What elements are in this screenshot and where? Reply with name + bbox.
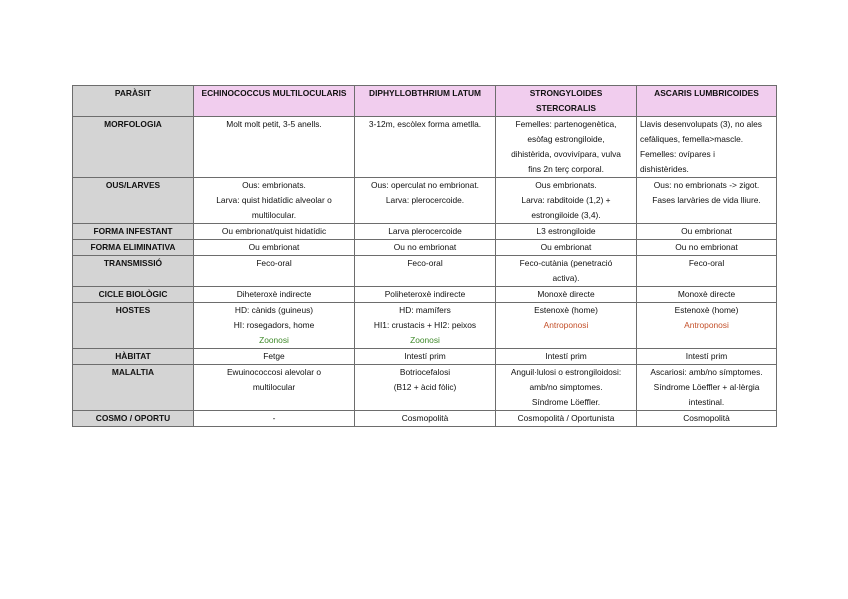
host-tag-zoonosi: Zoonosi [410, 335, 440, 345]
cell-line: Feco-oral [407, 258, 443, 268]
table-cell [355, 365, 496, 411]
cell-line: 3-12m, escòlex forma ametlla. [368, 119, 482, 129]
cell-line: HI: rosegadors, home [233, 320, 315, 330]
cell-line: Femelles: ovípares i [640, 149, 715, 159]
cell-line: Síndrome Löeffler + al·lèrgia [653, 382, 760, 392]
cell-line: (B12 + àcid fòlic) [393, 382, 457, 392]
cell-line: Intestí prim [685, 351, 728, 361]
cell-line: HD: mamífers [399, 305, 451, 315]
cell-line: HI1: crustacis + HI2: peixos [373, 320, 477, 330]
cell-line: Monoxè directe [537, 289, 595, 299]
table-cell [194, 240, 355, 256]
cell-line: dishistèrides. [640, 164, 689, 174]
parasite-comparison-table [72, 85, 777, 427]
table-cell [355, 411, 496, 427]
table-row [73, 303, 777, 349]
table-cell [355, 240, 496, 256]
cell-line: dihistèrida, ovovivípara, vulva [511, 149, 621, 159]
cell-line: Intestí prim [404, 351, 446, 361]
table-cell [355, 224, 496, 240]
row-header: MALALTIA [73, 365, 194, 411]
table-row [73, 178, 777, 224]
table-body [73, 117, 777, 427]
table-row [73, 240, 777, 256]
table-cell [637, 411, 777, 427]
cell-line: Larva: plerocercoide. [385, 195, 465, 205]
table-cell [355, 117, 496, 178]
column-header [194, 86, 355, 117]
host-tag-zoonosi: Zoonosi [259, 335, 289, 345]
row-header: HOSTES [73, 303, 194, 349]
column-header [637, 86, 777, 117]
table-cell [496, 287, 637, 303]
cell-line: Intestí prim [545, 351, 587, 361]
table-cell [194, 349, 355, 365]
table-cell [355, 178, 496, 224]
cell-line: Ou embrionat [540, 242, 592, 252]
cell-line: Síndrome Löeffler. [531, 397, 601, 407]
cell-line: intestinal. [688, 397, 725, 407]
cell-line: Feco-cutània (penetració [519, 258, 613, 268]
table-row [73, 287, 777, 303]
table-cell [355, 287, 496, 303]
table-cell [194, 303, 355, 349]
table-row [73, 224, 777, 240]
cell-line: Feco-oral [256, 258, 292, 268]
cell-line: Ous: operculat no embrionat. [370, 180, 479, 190]
row-header: CICLE BIOLÒGIC [73, 287, 194, 303]
cell-line: esòfag estrongiloide, [527, 134, 605, 144]
cell-line: Ou embrionat [248, 242, 300, 252]
table-cell [637, 117, 777, 178]
cell-line: Ascariosi: amb/no símptomes. [650, 367, 763, 377]
host-tag-antroponosi: Antroponosi [543, 320, 589, 330]
table-cell [194, 224, 355, 240]
cell-line: Botriocefalosi [399, 367, 451, 377]
table-cell [496, 117, 637, 178]
table-cell [355, 349, 496, 365]
column-header-line: ECHINOCOCCUS MULTILOCULARIS [201, 88, 347, 98]
cell-line: Larva: quist hidatídic alveolar o [216, 195, 332, 205]
cell-line: Ou no embrionat [675, 242, 738, 252]
cell-line: Molt molt petit, 3-5 anells. [226, 119, 322, 129]
cell-line: Ewuinococcosi alevolar o [226, 367, 322, 377]
table-row [73, 256, 777, 287]
table-row [73, 117, 777, 178]
cell-line: Cosmopolità [683, 413, 730, 423]
row-header: MORFOLOGIA [73, 117, 194, 178]
row-header: FORMA INFESTANT [73, 224, 194, 240]
table-cell [637, 365, 777, 411]
table-cell [496, 303, 637, 349]
cell-line: Monoxè directe [677, 289, 736, 299]
cell-line: Estenoxè (home) [534, 305, 598, 315]
cell-line: Ou embrionat/quist hidatídic [221, 226, 327, 236]
cell-line: Ou embrionat [681, 226, 732, 236]
cell-line: cefàliques, femella>mascle. [640, 134, 744, 144]
table-cell [194, 287, 355, 303]
cell-line: fins 2n terç corporal. [528, 164, 604, 174]
cell-line: Feco-oral [688, 258, 725, 268]
column-header-line: DIPHYLLOBTHRIUM LATUM [369, 88, 481, 98]
cell-line: Larva plerocercoide [388, 226, 462, 236]
cell-line: Ous: embrionats. [242, 180, 306, 190]
cell-line: Estenoxè (home) [674, 305, 739, 315]
table-cell [637, 224, 777, 240]
table-cell [637, 303, 777, 349]
table-cell [355, 303, 496, 349]
cell-line: Fetge [263, 351, 285, 361]
corner-header: PARÀSIT [73, 86, 194, 117]
table-cell [496, 411, 637, 427]
table-cell [355, 256, 496, 287]
cell-line: Anguil·lulosi o estrongiloidosi: [510, 367, 622, 377]
cell-line: Larva: rabditoide (1,2) + [521, 195, 611, 205]
cell-line: HD: cànids (guineus) [234, 305, 314, 315]
table-cell [637, 240, 777, 256]
column-header-line: ASCARIS LUMBRICOIDES [654, 88, 759, 98]
cell-line: activa). [552, 273, 580, 283]
row-header: COSMO / OPORTU [73, 411, 194, 427]
cell-line: Cosmopolità [401, 413, 449, 423]
column-header-line: STERCORALIS [535, 103, 597, 113]
column-header [496, 86, 637, 117]
table-cell [496, 178, 637, 224]
cell-line: Fases larvàries de vida lliure. [652, 195, 761, 205]
table-cell [194, 256, 355, 287]
cell-line: Poliheteroxè indirecte [384, 289, 466, 299]
row-header: TRANSMISSIÓ [73, 256, 194, 287]
cell-line: multilocular. [251, 210, 297, 220]
cell-line: Ous embrionats. [535, 180, 597, 190]
row-header: OUS/LARVES [73, 178, 194, 224]
cell-line: Cosmopolità / Oportunista [517, 413, 615, 423]
cell-line: Ous: no embrionats -> zigot. [653, 180, 760, 190]
table-cell [194, 365, 355, 411]
cell-line: Ou no embrionat [393, 242, 457, 252]
host-tag-antroponosi: Antroponosi [684, 320, 729, 330]
cell-line: estrongiloide (3,4). [531, 210, 601, 220]
cell-line: Diheteroxè indirecte [236, 289, 312, 299]
cell-line: L3 estrongiloide [536, 226, 596, 236]
table-cell [637, 256, 777, 287]
cell-line: multilocular [252, 382, 296, 392]
table-cell [637, 178, 777, 224]
table-cell [496, 349, 637, 365]
row-header: HÀBITAT [73, 349, 194, 365]
table-cell [496, 224, 637, 240]
table-cell [194, 178, 355, 224]
table-cell [637, 287, 777, 303]
table-row [73, 349, 777, 365]
header-row [73, 86, 777, 117]
table-cell [194, 117, 355, 178]
table-cell [194, 411, 355, 427]
cell-line: Femelles: partenogenètica, [515, 119, 617, 129]
row-header: FORMA ELIMINATIVA [73, 240, 194, 256]
table-cell [496, 256, 637, 287]
column-header-line: STRONGYLOIDES [529, 88, 603, 98]
table-cell [637, 349, 777, 365]
cell-line: Llavis desenvolupats (3), no ales [640, 119, 762, 129]
table-row [73, 411, 777, 427]
table-row [73, 365, 777, 411]
cell-line: - [272, 413, 276, 423]
column-header [355, 86, 496, 117]
table-cell [496, 240, 637, 256]
cell-line: amb/no simptomes. [529, 382, 603, 392]
table-cell [496, 365, 637, 411]
